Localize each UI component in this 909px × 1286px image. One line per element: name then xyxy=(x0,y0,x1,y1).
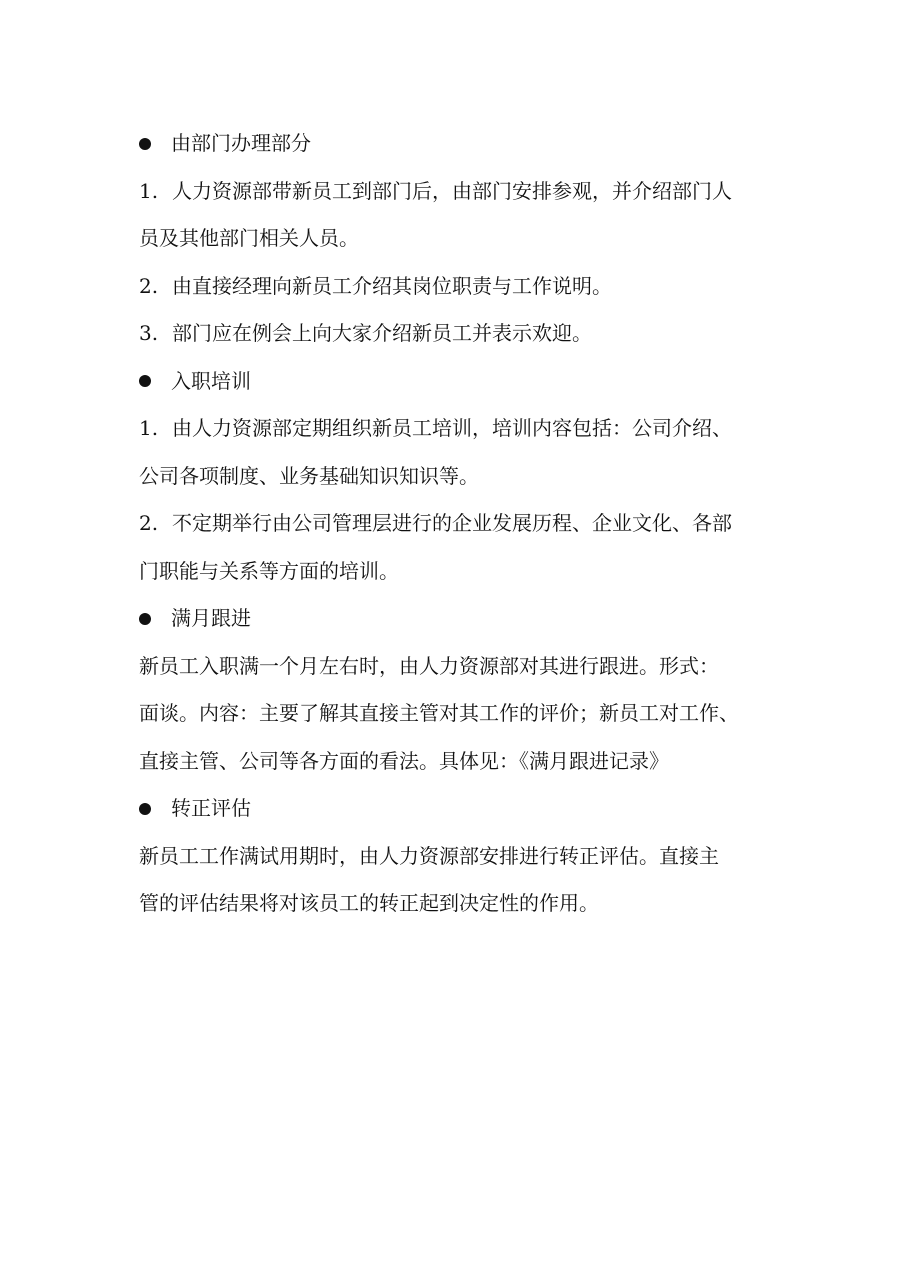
numbered-item xyxy=(139,263,789,311)
numbered-item xyxy=(139,168,789,216)
section-heading xyxy=(139,785,789,833)
numbered-item xyxy=(139,500,789,548)
heading-text: 满月跟进 xyxy=(171,606,251,630)
paragraph-line: 新员工入职满一个月左右时，由人力资源部对其进行跟进。形式： xyxy=(139,653,719,678)
item-text: 人力资源部带新员工到部门后，由部门安排参观，并介绍部门人 xyxy=(172,178,732,203)
section-heading xyxy=(139,120,789,168)
item-continuation: 公司各项制度、业务基础知识知识等。 xyxy=(139,463,479,488)
document-body xyxy=(139,120,789,928)
section-heading xyxy=(139,358,789,406)
heading-text: 由部门办理部分 xyxy=(171,131,311,155)
item-number: 1. xyxy=(139,416,159,440)
item-text: 不定期举行由公司管理层进行的企业发展历程、企业文化、各部 xyxy=(172,511,732,535)
numbered-item xyxy=(139,405,789,453)
item-number: 1. xyxy=(139,178,159,203)
heading-text: 转正评估 xyxy=(171,796,251,820)
paragraph-line: 管的评估结果将对该员工的转正起到决定性的作用。 xyxy=(139,891,599,915)
paragraph-line: 面谈。内容：主要了解其直接主管对其工作的评价；新员工对工作、 xyxy=(139,701,739,725)
bullet-icon xyxy=(139,138,151,150)
item-continuation: 门职能与关系等方面的培训。 xyxy=(139,558,399,583)
item-text: 由人力资源部定期组织新员工培训，培训内容包括：公司介绍、 xyxy=(172,416,732,440)
bullet-icon xyxy=(139,803,151,815)
item-number: 3. xyxy=(139,321,159,345)
section-heading xyxy=(139,595,789,643)
heading-text: 入职培训 xyxy=(171,368,251,393)
paragraph-line: 新员工工作满试用期时，由人力资源部安排进行转正评估。直接主 xyxy=(139,843,719,868)
numbered-item xyxy=(139,310,789,358)
item-number: 2. xyxy=(139,511,159,535)
bullet-icon xyxy=(139,375,151,387)
item-continuation: 员及其他部门相关人员。 xyxy=(139,226,359,250)
item-text: 由直接经理向新员工介绍其岗位职责与工作说明。 xyxy=(172,273,612,298)
item-number: 2. xyxy=(139,273,159,298)
item-text: 部门应在例会上向大家介绍新员工并表示欢迎。 xyxy=(172,321,592,345)
bullet-icon xyxy=(139,613,151,625)
paragraph-line: 直接主管、公司等各方面的看法。具体见：《满月跟进记录》 xyxy=(139,748,669,773)
